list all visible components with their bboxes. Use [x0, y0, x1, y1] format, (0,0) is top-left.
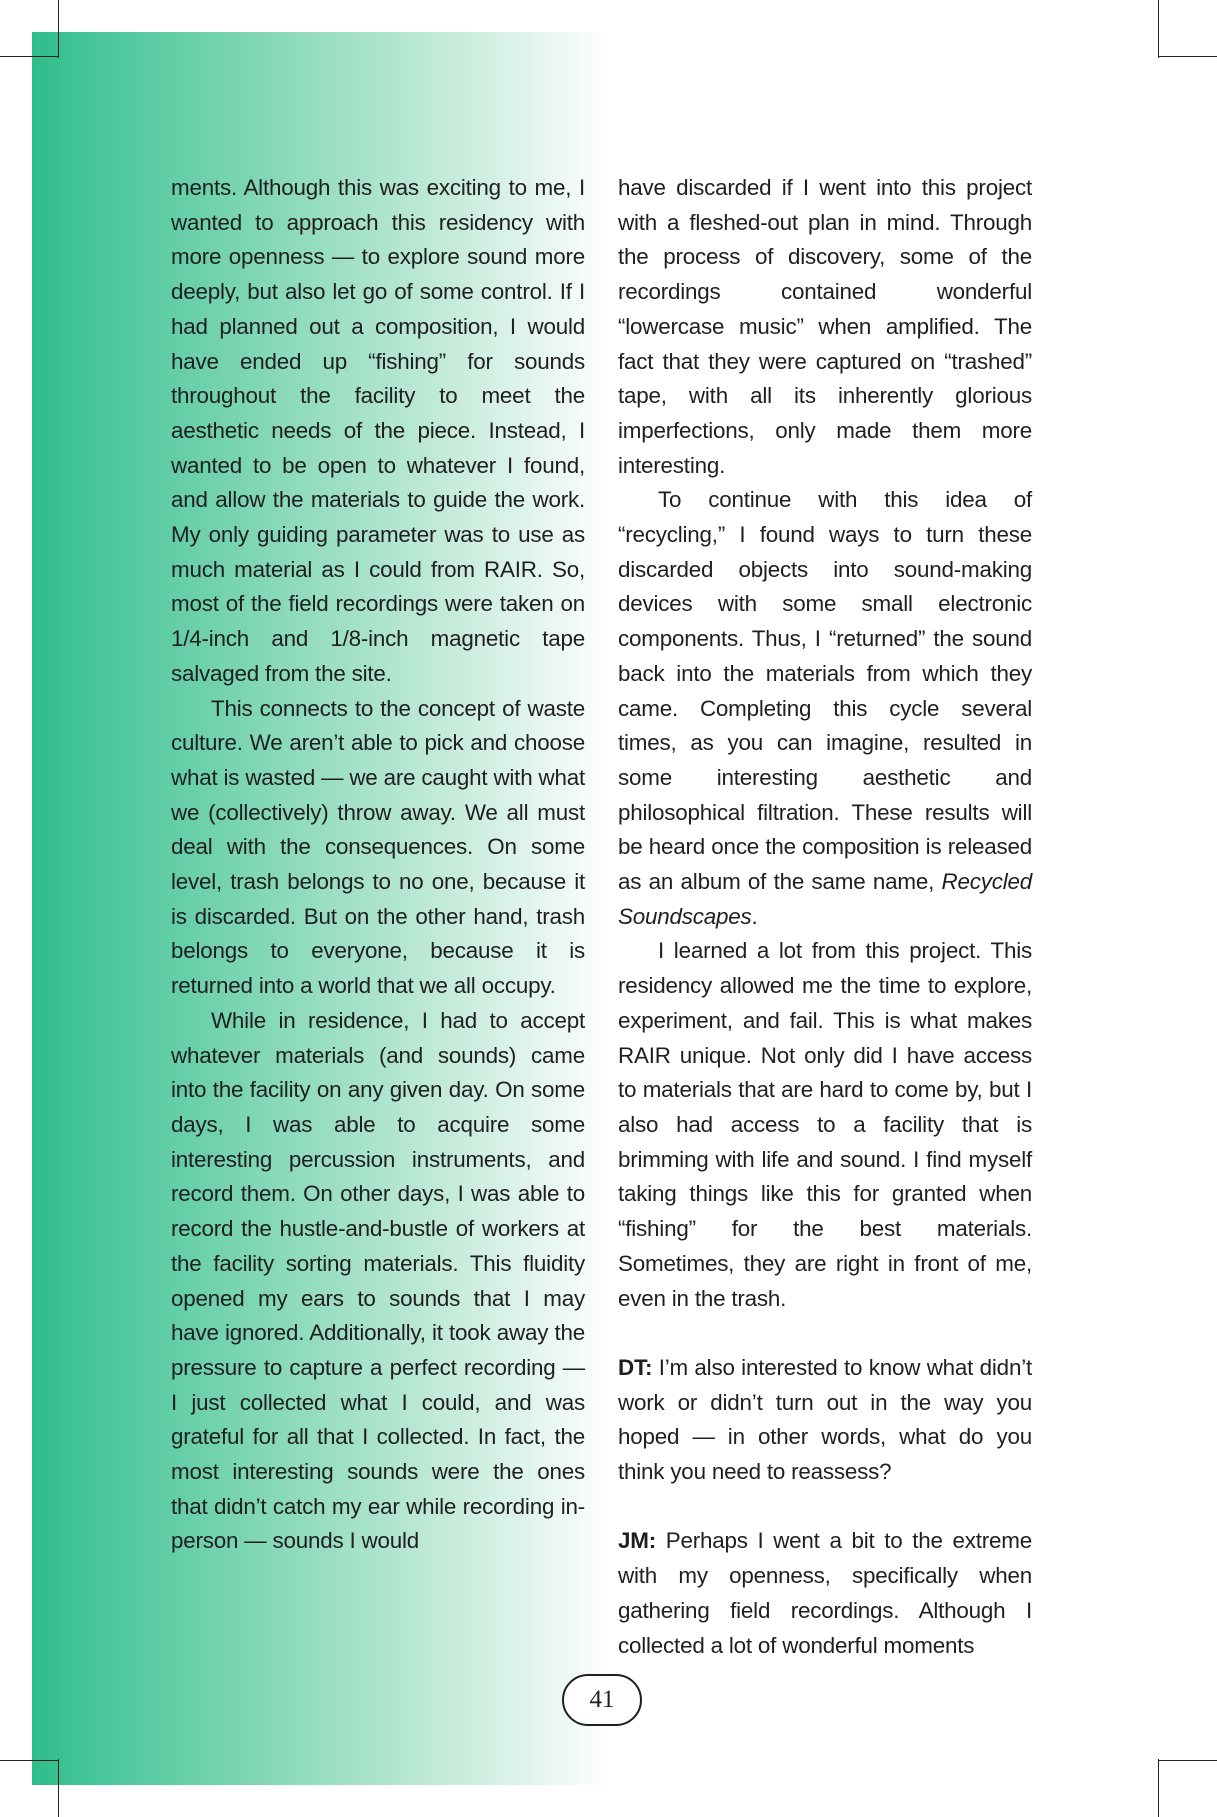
- crop-mark-top-right-h: [1159, 56, 1217, 57]
- crop-mark-bottom-right: [1158, 1759, 1159, 1817]
- crop-mark-top-left-h: [0, 56, 58, 57]
- speaker-label-jm: JM:: [618, 1528, 656, 1554]
- page-number: 41: [562, 1674, 642, 1726]
- paragraph-text: .: [751, 903, 758, 929]
- right-text-column: [618, 171, 1032, 1663]
- interviewer-question: [618, 1351, 1032, 1490]
- interviewee-answer: [618, 1524, 1032, 1663]
- paragraph: I learned a lot from this project. This residency allowed me the time to explore, experiment, and fail. This is what makes RAIR unique. Not only did I have access to materials that are hard to come by, but I also had access to a facility that is brimming with life and sound. I find myself taking things like this for granted when “fishing” for the best materials. Sometimes, they are right in front of me, even in the trash.: [618, 938, 1032, 1311]
- question-text: I’m also interested to know what didn’t work or didn’t turn out in the way you hoped — in other words, what do you think you need to reassess?: [618, 1354, 1032, 1484]
- paragraph: have discarded if I went into this project with a fleshed-out plan in mind. Through the process of discovery, some of the recordings contained wonderful “lowercase music” when amplified. The fact that they were captured on “trashed” tape, with all its inherently glorious imperfections, only made them more interesting.: [618, 175, 1032, 478]
- left-text-column: [171, 171, 585, 1559]
- paragraph: While in residence, I had to accept whatever materials (and sounds) came into the facility on any given day. On some days, I was able to acquire some interesting percussion instruments, and record them. On other days, I was able to record the hustle-and-bustle of workers at the facility sorting materials. This fluidity opened my ears to sounds that I may have ignored. Additionally, it took away the pressure to capture a perfect recording — I just collected what I could, and was grateful for all that I collected. In fact, the most interesting sounds were the ones that didn’t catch my ear while recording in-person — sounds I would: [171, 1007, 585, 1554]
- answer-text: Perhaps I went a bit to the extreme with my openness, specifically when gathering field recordings. Although I collected a lot of wonderful moments: [618, 1528, 1032, 1658]
- paragraph: This connects to the concept of waste culture. We aren’t able to pick and choose what is wasted — we are caught with what we (collectively) throw away. We all must deal with the consequences. On some level, trash belongs to no one, because it is discarded. But on the other hand, trash belongs to everyone, because it is returned into a world that we all occupy.: [171, 695, 585, 999]
- paragraph: [618, 483, 1032, 934]
- crop-mark-top-left: [58, 0, 59, 58]
- crop-mark-bottom-right-h: [1159, 1760, 1217, 1761]
- speaker-label-dt: DT:: [618, 1354, 653, 1380]
- crop-mark-bottom-left-h: [0, 1760, 58, 1761]
- crop-mark-bottom-left: [58, 1759, 59, 1817]
- crop-mark-top-right: [1158, 0, 1159, 58]
- album-title: Recycled Soundscapes: [618, 869, 1032, 929]
- paragraph-text: To continue with this idea of “recycling,” I found ways to turn these discarded objects into sound-making devices with some small electronic components. Thus, I “returned” the sound back into the materials from which they came. Completing this cycle several times, as you can imagine, resulted in some interesting aesthetic and philosophical filtration. These results will be heard once the composition is released as an album of the same name,: [618, 487, 1032, 895]
- paragraph: ments. Although this was exciting to me, I wanted to approach this residency with more openness — to explore sound more deeply, but also let go of some control. If I had planned out a composition, I would have ended up “fishing” for sounds throughout the facility to meet the aesthetic needs of the piece. Instead, I wanted to be open to whatever I found, and allow the materials to guide the work. My only guiding parameter was to use as much material as I could from RAIR. So, most of the field recordings were taken on 1/4-inch and 1/8-inch magnetic tape salvaged from the site.: [171, 175, 585, 686]
